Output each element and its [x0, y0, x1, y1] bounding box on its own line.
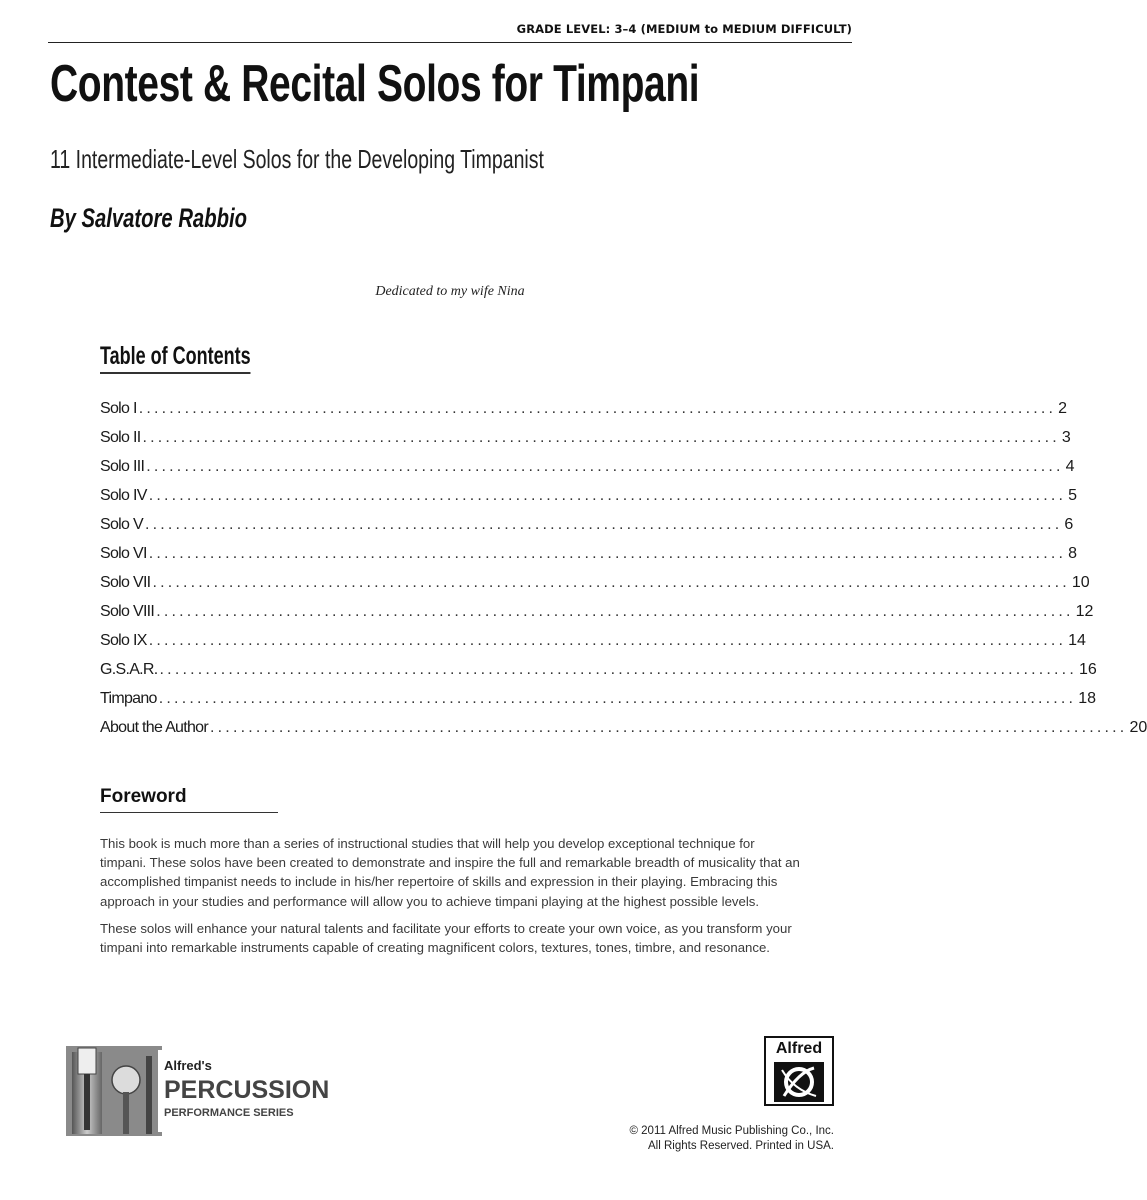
- toc-item: [100, 679, 1096, 708]
- toc-leader-dots: ........................................................................................................................: [144, 516, 1063, 533]
- percussion-series-logo: [64, 1042, 336, 1140]
- toc-leader-dots: ........................................................................................................................: [156, 603, 1074, 620]
- toc-leader-dots: ........................................................................................................................: [142, 429, 1060, 446]
- foreword-paragraph: This book is much more than a series of instructional studies that will help you develop exceptional technique for timpani. These solos have been created to demonstrate and inspire the full and remarkable breadth of musicality that an accomplished timpanist needs to include in his/her repertoire of skills and expression in their playing. Embracing this approach in your studies and performance will allow you to achieve timpani playing at the highest possible levels.: [100, 836, 800, 909]
- dedication: Dedicated to my wife Nina: [375, 284, 525, 299]
- toc-item-label: Solo IX: [100, 632, 147, 649]
- copyright-line: © 2011 Alfred Music Publishing Co., Inc.: [629, 1125, 834, 1137]
- toc-item: [100, 447, 1075, 476]
- toc-item: [100, 592, 1094, 621]
- series-logo-line2: PERCUSSION: [164, 1076, 330, 1104]
- series-logo-line3: PERFORMANCE SERIES: [164, 1107, 294, 1119]
- toc-leader-dots: ........................................................................................................................: [159, 661, 1077, 678]
- toc-item-label: Timpano: [100, 690, 157, 707]
- toc-item-page: 12: [1075, 603, 1094, 620]
- copyright-notice: [629, 1124, 834, 1154]
- toc-item-page: 18: [1078, 690, 1096, 707]
- toc-item-label: Solo III: [100, 458, 145, 475]
- book-title: Contest & Recital Solos for Timpani: [50, 55, 700, 113]
- toc-item-page: 5: [1068, 487, 1078, 504]
- foreword-text: [100, 834, 800, 965]
- toc-item-page: 6: [1064, 516, 1074, 533]
- alfred-publisher-logo: [764, 1036, 834, 1106]
- toc-item: [100, 505, 1074, 534]
- toc-item: [100, 418, 1071, 447]
- toc-heading: Table of Contents: [100, 344, 251, 374]
- toc-item: [100, 708, 1147, 737]
- table-of-contents: [100, 389, 1147, 737]
- toc-item: [100, 534, 1078, 563]
- toc-item-page: 3: [1061, 429, 1071, 446]
- toc-item: [100, 389, 1068, 418]
- toc-item: [100, 650, 1097, 679]
- toc-item-label: Solo VI: [100, 545, 147, 562]
- toc-leader-dots: ........................................................................................................................: [210, 719, 1128, 736]
- toc-item: [100, 476, 1078, 505]
- toc-leader-dots: ........................................................................................................................: [146, 458, 1064, 475]
- alfred-emblem-icon: [774, 1062, 824, 1102]
- toc-leader-dots: ........................................................................................................................: [148, 487, 1067, 504]
- series-logo-graphic: [64, 1042, 336, 1140]
- toc-leader-dots: ........................................................................................................................: [148, 632, 1067, 649]
- toc-item: [100, 621, 1086, 650]
- book-subtitle: 11 Intermediate-Level Solos for the Developing Timpanist: [50, 144, 544, 174]
- copyright-line: All Rights Reserved. Printed in USA.: [648, 1140, 834, 1152]
- toc-item-label: Solo I: [100, 400, 137, 417]
- foreword-heading: Foreword: [100, 786, 278, 813]
- toc-item-label: About the Author: [100, 719, 209, 736]
- header-rule: [48, 42, 852, 43]
- foreword-paragraph: These solos will enhance your natural talents and facilitate your efforts to create your own voice, as you transform your timpani into remarkable instruments capable of creating magnificent colors, textures, tones, timbre, and resonance.: [100, 920, 792, 956]
- toc-item-label: Solo VII: [100, 574, 151, 591]
- toc-item-label: Solo VIII: [100, 603, 155, 620]
- series-logo-line1: Alfred's: [164, 1058, 212, 1073]
- toc-item-page: 16: [1078, 661, 1097, 678]
- toc-item-page: 20: [1129, 719, 1147, 736]
- grade-level: GRADE LEVEL: 3–4 (MEDIUM to MEDIUM DIFFICULT): [516, 22, 852, 36]
- toc-item: [100, 563, 1090, 592]
- author-byline: By Salvatore Rabbio: [50, 203, 247, 233]
- toc-item-label: Solo IV: [100, 487, 147, 504]
- toc-leader-dots: ........................................................................................................................: [148, 545, 1067, 562]
- toc-item-label: Solo II: [100, 429, 141, 446]
- toc-item-label: G.S.A.R.: [100, 661, 158, 678]
- toc-item-page: 10: [1071, 574, 1090, 591]
- toc-item-page: 8: [1068, 545, 1078, 562]
- toc-item-label: Solo V: [100, 516, 143, 533]
- toc-item-page: 4: [1065, 458, 1075, 475]
- toc-item-page: 2: [1058, 400, 1068, 417]
- toc-leader-dots: ........................................................................................................................: [152, 574, 1070, 591]
- toc-item-page: 14: [1068, 632, 1086, 649]
- toc-leader-dots: ........................................................................................................................: [138, 400, 1057, 417]
- toc-leader-dots: ........................................................................................................................: [158, 690, 1077, 707]
- alfred-logo-text: Alfred: [775, 1040, 823, 1057]
